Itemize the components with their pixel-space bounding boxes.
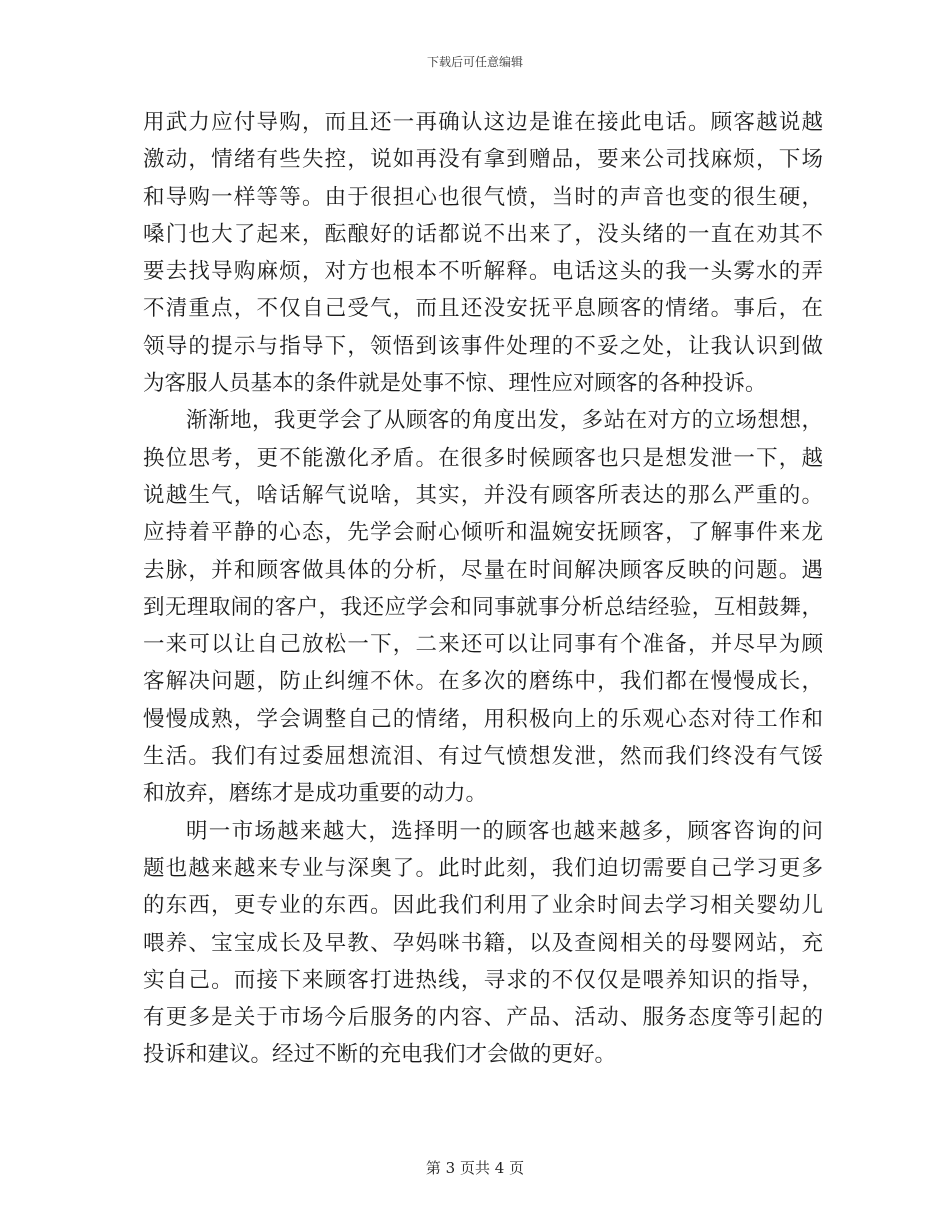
page-footer: 第 3 页共 4 页	[425, 1159, 525, 1177]
page-header: 下载后可任意编辑	[426, 55, 523, 69]
text-line: 说越生气，啥话解气说啥，其实，并没有顾客所表达的那么严重的。	[143, 482, 823, 508]
text-line: 客解决问题，防止纠缠不休。在多次的磨练中，我们都在慢慢成长，	[143, 669, 823, 695]
text-line: 和导购一样等等。由于很担心也很气愤，当时的声音也变的很生硬，	[143, 184, 823, 210]
text-line: 嗓门也大了起来，酝酿好的话都说不出来了，没头绪的一直在劝其不	[143, 221, 823, 247]
text-line: 为客服人员基本的条件就是处事不惊、理性应对顾客的各种投诉。	[143, 371, 767, 397]
text-line: 换位思考，更不能激化矛盾。在很多时候顾客也只是想发泄一下，越	[143, 445, 823, 471]
paragraph-start-line: 渐渐地，我更学会了从顾客的角度出发，多站在对方的立场想想，	[186, 408, 823, 434]
text-line: 不清重点，不仅自己受气，而且还没安抚平息顾客的情绪。事后，在	[143, 296, 823, 322]
text-line: 有更多是关于市场今后服务的内容、产品、活动、服务态度等引起的	[143, 1005, 823, 1031]
paragraph-start-line: 明一市场越来越大，选择明一的顾客也越来越多，顾客咨询的问	[186, 818, 823, 844]
text-line: 慢慢成熟，学会调整自己的情绪，用积极向上的乐观心态对待工作和	[143, 706, 823, 732]
text-line: 到无理取闹的客户，我还应学会和同事就事分析总结经验，互相鼓舞，	[143, 594, 823, 620]
text-line: 一来可以让自己放松一下，二来还可以让同事有个准备，并尽早为顾	[143, 632, 823, 658]
text-line: 和放弃，磨练才是成功重要的动力。	[143, 781, 488, 807]
text-line: 喂养、宝宝成长及早教、孕妈咪书籍，以及查阅相关的母婴网站，充	[143, 930, 823, 956]
text-line: 生活。我们有过委屈想流泪、有过气愤想发泄，然而我们终没有气馁	[143, 744, 823, 770]
text-line: 投诉和建议。经过不断的充电我们才会做的更好。	[143, 1042, 617, 1068]
text-line: 实自己。而接下来顾客打进热线，寻求的不仅仅是喂养知识的指导，	[143, 967, 823, 993]
text-line: 要去找导购麻烦，对方也根本不听解释。电话这头的我一头雾水的弄	[143, 259, 823, 285]
text-line: 题也越来越来专业与深奥了。此时此刻，我们迫切需要自己学习更多	[143, 855, 823, 881]
text-line: 激动，情绪有些失控，说如再没有拿到赠品，要来公司找麻烦，下场	[143, 147, 823, 173]
text-line: 应持着平静的心态，先学会耐心倾听和温婉安抚顾客，了解事件来龙	[143, 520, 823, 546]
document-body	[143, 104, 823, 1074]
text-line: 领导的提示与指导下，领悟到该事件处理的不妥之处，让我认识到做	[143, 333, 823, 359]
text-line: 去脉，并和顾客做具体的分析，尽量在时间解决顾客反映的问题。遇	[143, 557, 823, 583]
text-line: 的东西，更专业的东西。因此我们利用了业余时间去学习相关婴幼儿	[143, 893, 823, 919]
text-line: 用武力应付导购，而且还一再确认这边是谁在接此电话。顾客越说越	[143, 110, 823, 135]
